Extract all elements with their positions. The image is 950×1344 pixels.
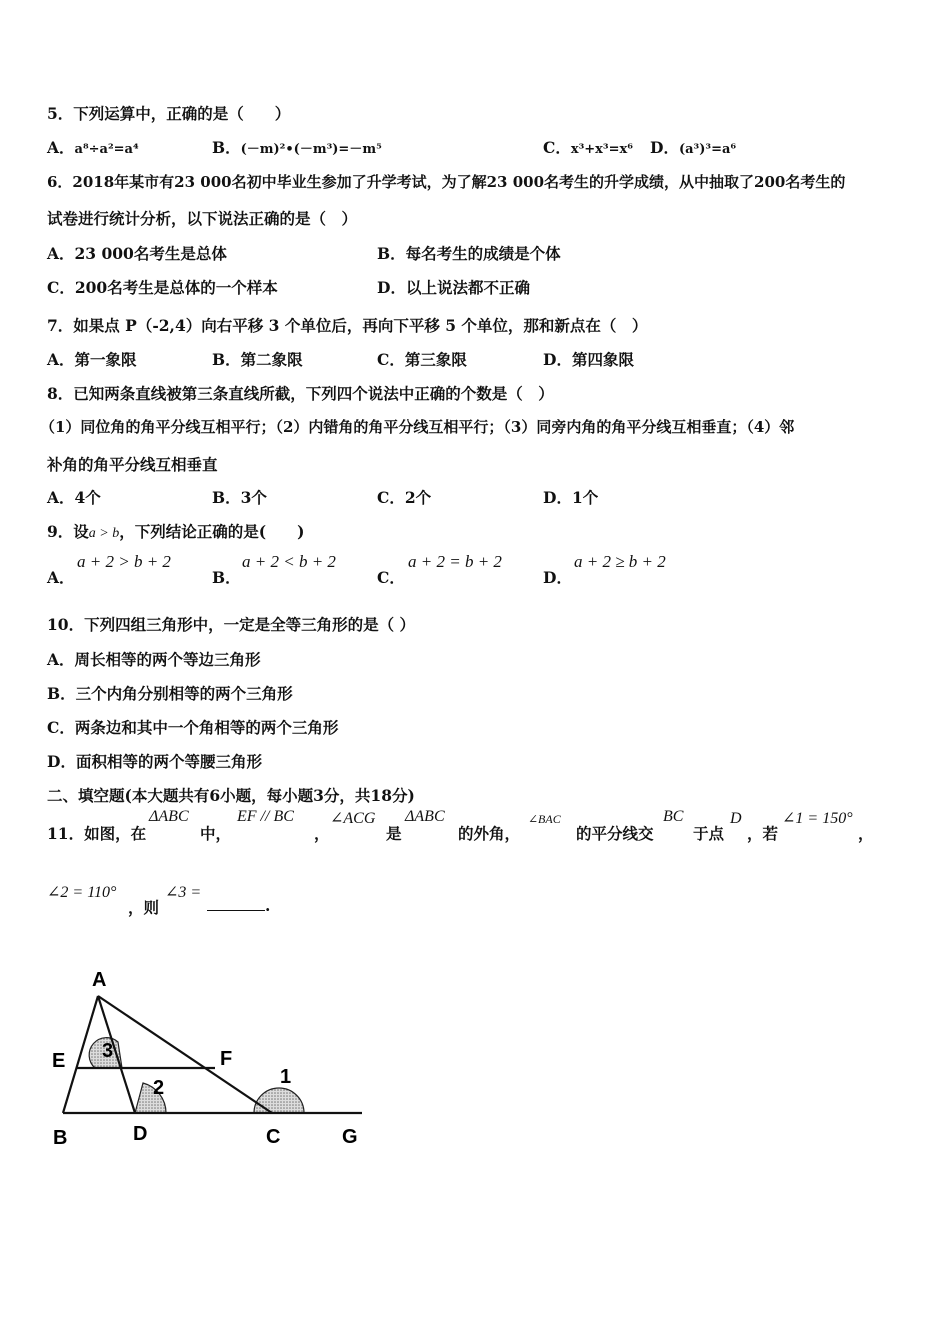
q7-option-c: C．第三象限	[377, 350, 467, 369]
q9-stem-suffix: ，下列结论正确的是( )	[119, 522, 305, 541]
option-text: (a³)³=a⁶	[678, 142, 737, 157]
q11-math-8: ∠1 = 150°	[782, 810, 853, 827]
q11-text-10: ，则	[128, 898, 160, 917]
q9-option-c-math: a + 2 = b + 2	[408, 552, 502, 571]
q11-text-5: 的外角，	[458, 824, 521, 843]
q8-option-d: D．1个	[543, 488, 599, 507]
q11-text-11: .	[265, 896, 271, 915]
label-a: A	[92, 969, 107, 991]
geometry-figure	[40, 960, 380, 1160]
q11-text-2: 中，	[200, 824, 232, 843]
q6-option-c: C．200名考生是总体的一个样本	[47, 278, 278, 297]
q11-math-7: D	[730, 810, 742, 827]
q5-option-b	[212, 136, 382, 158]
q11-math-3: ∠ACG	[330, 810, 376, 827]
q8-desc-line1: （1）同位角的角平分线互相平行；（2）内错角的角平分线互相平行；（3）同旁内角的角平分线互相垂直；（4）邻	[40, 418, 795, 436]
q10-option-c: C．两条边和其中一个角相等的两个三角形	[47, 718, 339, 737]
label-f: F	[220, 1048, 233, 1070]
q8-option-c: C．2个	[377, 488, 432, 507]
label-angle-2: 2	[153, 1077, 165, 1099]
q7-option-b: B．第二象限	[212, 350, 303, 369]
q8-desc-line2: 补角的角平分线互相垂直	[47, 455, 218, 474]
q10-stem: 10．下列四组三角形中，一定是全等三角形的是（ ）	[47, 615, 415, 634]
q5-option-d	[650, 136, 736, 158]
q9-option-a-math: a + 2 > b + 2	[77, 552, 171, 571]
label-angle-3: 3	[102, 1040, 114, 1062]
q7-option-a: A．第一象限	[47, 350, 137, 369]
option-label: A．	[47, 138, 75, 157]
q10-option-a: A．周长相等的两个等边三角形	[47, 650, 261, 669]
q9-option-c-label: C．	[377, 568, 405, 587]
q9-stem	[47, 520, 304, 542]
label-b: B	[53, 1127, 68, 1149]
q5-option-c	[543, 136, 633, 158]
label-c: C	[266, 1126, 281, 1148]
label-angle-1: 1	[280, 1066, 292, 1088]
label-e: E	[52, 1050, 66, 1072]
q11-text-4: 是	[386, 824, 402, 843]
q9-stem-prefix: 9．设	[47, 522, 89, 541]
q11-math-9: ∠2 = 110°	[47, 884, 117, 901]
angle-1-arc	[254, 1088, 304, 1113]
q11-text-7: 于点	[693, 824, 725, 843]
q11-math-2: EF // BC	[237, 808, 294, 825]
q9-stem-math: a > b	[88, 526, 120, 541]
q11-math-10: ∠3 =	[165, 884, 202, 901]
q5-option-a	[47, 136, 139, 158]
q9-option-b-label: B．	[212, 568, 241, 587]
line-ac	[98, 996, 272, 1113]
q7-option-d: D．第四象限	[543, 350, 634, 369]
q11-text-8: ，若	[747, 824, 779, 843]
q9-option-d-math: a + 2 ≥ b + 2	[574, 552, 666, 571]
option-text: (－m)²•(－m³)=－m⁵	[240, 142, 382, 157]
q8-stem: 8．已知两条直线被第三条直线所截，下列四个说法中正确的个数是（ ）	[47, 384, 554, 403]
q11-text-6: 的平分线交	[576, 824, 654, 843]
q10-option-b: B．三个内角分别相等的两个三角形	[47, 684, 293, 703]
q11-math-6: BC	[663, 808, 684, 825]
option-text: x³+x³=x⁶	[570, 142, 633, 157]
q6-option-b: B．每名考生的成绩是个体	[377, 244, 561, 263]
label-d: D	[133, 1123, 148, 1145]
q7-stem: 7．如果点 P（-2,4）向右平移 3 个单位后，再向下平移 5 个单位，那和新点在（ ）	[47, 316, 648, 335]
q11-text-3: ，	[314, 824, 330, 843]
q6-option-a: A．23 000名考生是总体	[47, 244, 227, 263]
section2-heading: 二、填空题(本大题共有6小题，每小题3分，共18分)	[47, 786, 415, 805]
q8-option-b: B．3个	[212, 488, 267, 507]
option-label: D．	[650, 138, 679, 157]
q11-math-5: ∠BAC	[528, 812, 561, 826]
q10-option-d: D．面积相等的两个等腰三角形	[47, 752, 262, 771]
answer-blank[interactable]	[207, 896, 265, 911]
q11-text-9: ，	[858, 824, 874, 843]
q8-option-a: A．4个	[47, 488, 101, 507]
q6-option-d: D．以上说法都不正确	[377, 278, 530, 297]
q6-stem-line2: 试卷进行统计分析，以下说法正确的是（ ）	[47, 209, 358, 228]
option-text: a⁸÷a²=a⁴	[74, 142, 139, 157]
q9-option-b-math: a + 2 < b + 2	[242, 552, 336, 571]
label-g: G	[342, 1126, 358, 1148]
option-label: C．	[543, 138, 571, 157]
q11-text-1: 11．如图，在	[47, 824, 147, 843]
q6-stem-line1: 6．2018年某市有23 000名初中毕业生参加了升学考试，为了解23 000名考生的升学成绩，从中抽取了200名考生的	[47, 173, 846, 191]
q11-math-4: ΔABC	[405, 808, 445, 825]
q9-option-d-label: D．	[543, 568, 572, 587]
q11-answer-blank[interactable]	[207, 896, 270, 915]
q9-option-a-label: A．	[47, 568, 75, 587]
q11-math-1: ΔABC	[149, 808, 189, 825]
q5-stem: 5．下列运算中，正确的是（ ）	[47, 104, 291, 123]
option-label: B．	[212, 138, 241, 157]
